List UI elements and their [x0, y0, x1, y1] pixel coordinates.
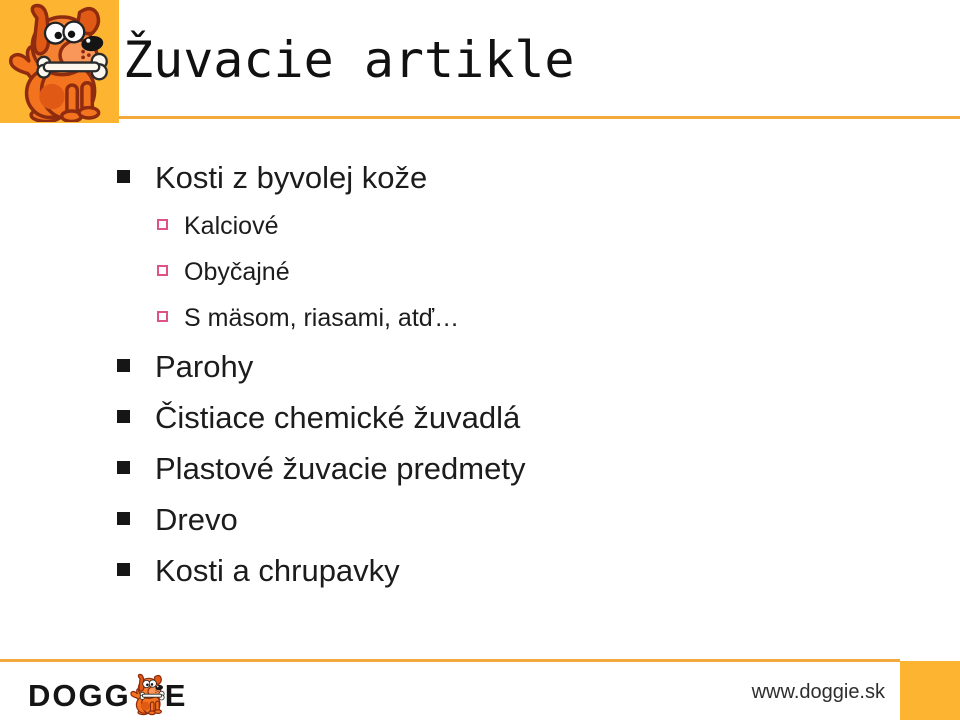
dog-with-bone-icon	[1, 2, 119, 122]
list-item	[117, 152, 525, 203]
header-divider-line	[0, 116, 960, 119]
hollow-square-bullet-icon	[157, 265, 168, 276]
hollow-square-bullet-icon	[157, 219, 168, 230]
hollow-square-bullet-icon	[157, 311, 168, 322]
footer-divider-line	[0, 659, 900, 662]
website-text: www.doggie.sk	[751, 681, 885, 703]
list-item-label: Plastové žuvacie predmety	[155, 450, 526, 486]
list-item-label: Kosti z byvolej kože	[155, 159, 428, 195]
square-bullet-icon	[117, 359, 130, 372]
doggie-logo-text-left: DOGG	[28, 678, 131, 713]
square-bullet-icon	[117, 512, 130, 525]
list-item-label: Kosti a chrupavky	[155, 552, 400, 588]
square-bullet-icon	[117, 563, 130, 576]
list-item-label: Kalciové	[184, 211, 279, 240]
list-item	[117, 494, 525, 545]
list-item	[117, 443, 525, 494]
square-bullet-icon	[117, 170, 130, 183]
list-subitem	[157, 249, 525, 295]
doggie-logo	[28, 670, 187, 716]
list-item-label: Čistiace chemické žuvadlá	[155, 399, 521, 435]
list-item	[117, 392, 525, 443]
square-bullet-icon	[117, 410, 130, 423]
square-bullet-icon	[117, 461, 130, 474]
list-item	[117, 545, 525, 596]
list-item	[117, 341, 525, 392]
doggie-logo-text-right: E	[164, 678, 188, 713]
list-item-label: Drevo	[155, 501, 238, 537]
dog-icon	[128, 672, 168, 716]
header-logo-box	[0, 0, 119, 123]
list-subitem	[157, 295, 525, 341]
corner-accent-square	[900, 661, 960, 720]
slide-title: Žuvacie artikle	[123, 31, 575, 89]
list-subitem	[157, 203, 525, 249]
bullet-list	[117, 152, 525, 596]
list-item-label: S mäsom, riasami, atď…	[184, 303, 460, 332]
list-item-label: Parohy	[155, 348, 254, 384]
list-item-label: Obyčajné	[184, 257, 290, 286]
